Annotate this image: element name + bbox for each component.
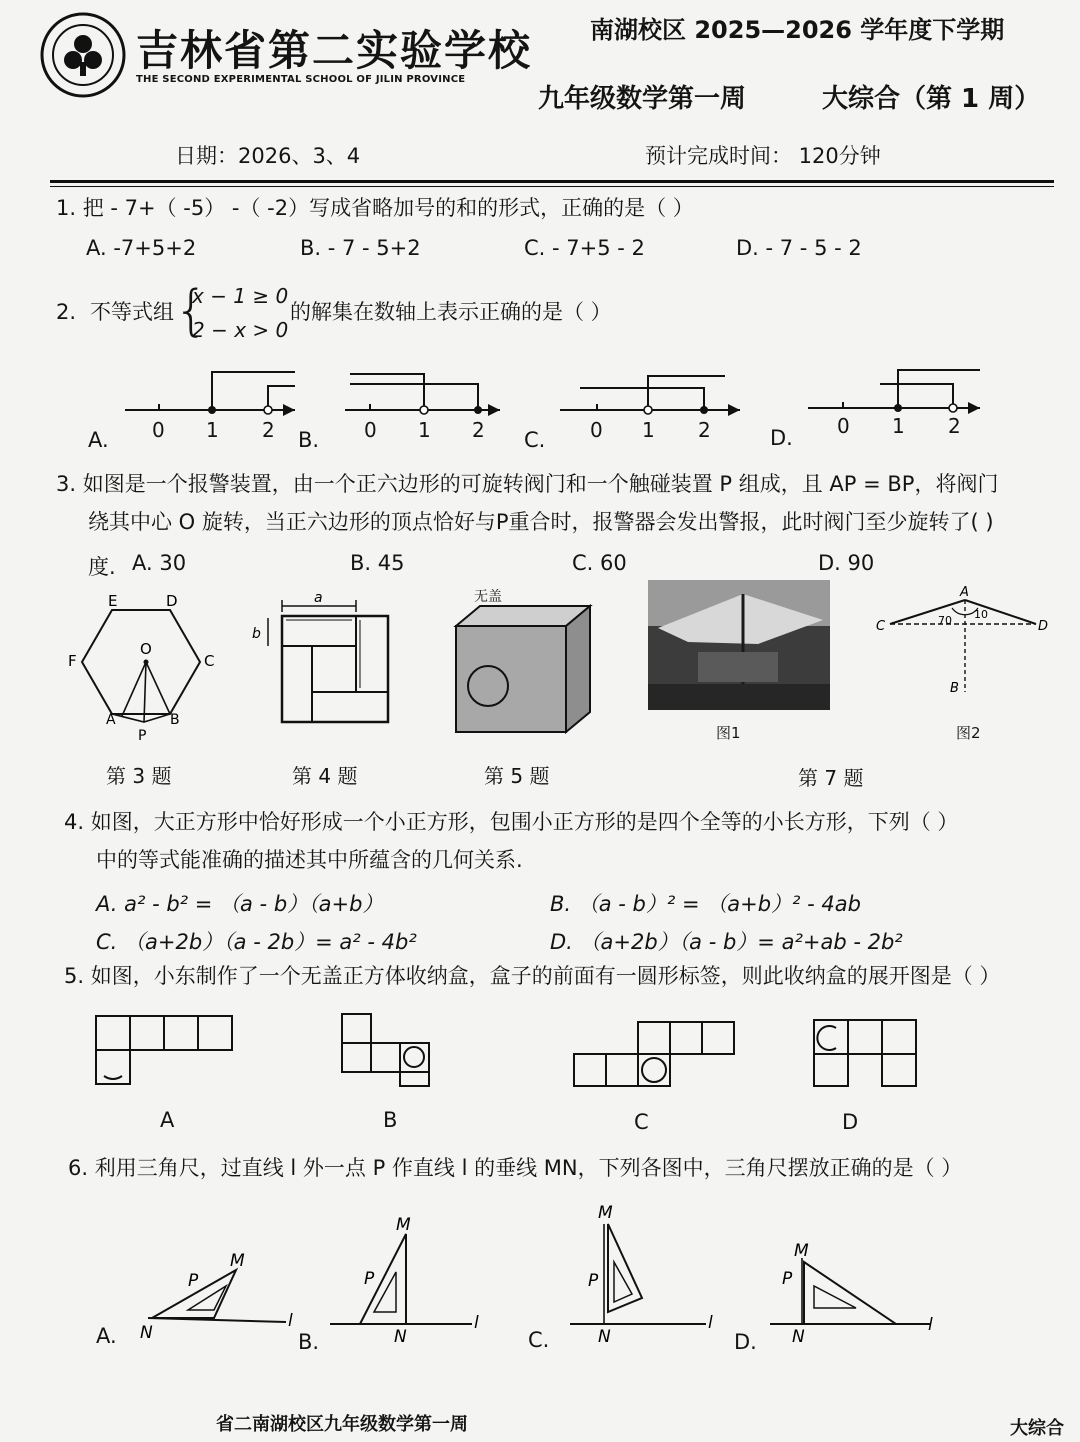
q3-option-b[interactable]: B. 45 xyxy=(350,551,405,575)
q1-option-d[interactable]: D. - 7 - 5 - 2 xyxy=(736,236,862,260)
q5-net-d[interactable] xyxy=(814,1020,916,1086)
q2-option-c-letter[interactable]: C. xyxy=(524,428,546,452)
q6-figure-a[interactable] xyxy=(140,1251,293,1343)
q3-line-1: 3. 如图是一个报警装置，由一个正六边形的可旋转阀门和一个触碰装置 P 组成，且 AP = BP，将阀门 xyxy=(56,472,999,496)
fig7-label-c: C xyxy=(876,619,886,634)
hex-label-e: E xyxy=(108,592,118,610)
q2-option-b-line[interactable] xyxy=(345,374,500,414)
q4-option-d[interactable]: D. （a+2b）（a - b）= a²+ab - 2b² xyxy=(550,930,903,954)
q5-option-c[interactable]: C xyxy=(634,1110,649,1134)
q2-c-tick-1: 1 xyxy=(642,418,655,442)
q5-option-d[interactable]: D xyxy=(842,1110,859,1134)
q2-option-c-line[interactable] xyxy=(560,376,740,414)
q6-option-b-letter[interactable]: B. xyxy=(298,1330,320,1354)
fig7-angle-10: 10 xyxy=(974,608,988,621)
fig7-caption: 第 7 题 xyxy=(798,766,864,790)
q2-b-tick-0: 0 xyxy=(364,418,377,442)
school-name-english: THE SECOND EXPERIMENTAL SCHOOL OF JILIN PROVINCE xyxy=(136,74,466,85)
q2-number: 2. xyxy=(56,300,77,324)
hex-label-o: O xyxy=(140,640,152,658)
q6b-label-m: M xyxy=(396,1215,411,1235)
q5-option-a[interactable]: A xyxy=(160,1108,175,1132)
q3-option-a[interactable]: A. 30 xyxy=(132,551,187,575)
q6c-label-m: M xyxy=(598,1203,613,1223)
q2-b-tick-2: 2 xyxy=(472,418,485,442)
q6-stem: 6. 利用三角尺，过直线 l 外一点 P 作直线 l 的垂线 MN，下列各图中，三角尺摆放正确的是（ ） xyxy=(68,1156,963,1180)
hex-label-b: B xyxy=(170,712,180,728)
q2-post: 的解集在数轴上表示正确的是（ ） xyxy=(290,300,612,324)
q2-option-a-line[interactable] xyxy=(125,372,295,414)
q5-net-b[interactable] xyxy=(342,1014,429,1086)
q2-option-d-letter[interactable]: D. xyxy=(770,426,793,450)
q2-a-tick-2: 2 xyxy=(262,418,275,442)
fig4-label-a: a xyxy=(314,590,323,606)
footer-right: 大综合 xyxy=(1010,1418,1064,1439)
hex-label-p: P xyxy=(138,728,147,744)
school-seal xyxy=(40,12,126,98)
fig4-squares xyxy=(250,588,400,728)
q6d-label-n: N xyxy=(792,1327,805,1347)
fig7-label-d: D xyxy=(1038,619,1049,634)
q2-brace: { xyxy=(174,279,209,342)
q4-line-2: 中的等式能准确的描述其中所蕴含的几何关系. xyxy=(96,848,523,872)
fig5-caption: 第 5 题 xyxy=(484,764,550,788)
q6c-label-l: l xyxy=(708,1313,713,1333)
q5-option-b[interactable]: B xyxy=(383,1108,398,1132)
fig4-caption: 第 4 题 xyxy=(292,764,358,788)
q6b-label-n: N xyxy=(394,1327,407,1347)
fig5-box xyxy=(450,602,600,742)
q2-option-a-letter[interactable]: A. xyxy=(88,428,109,452)
q3-line-3-prefix: 度. xyxy=(88,555,116,579)
q6c-label-n: N xyxy=(598,1327,611,1347)
q6b-label-p: P xyxy=(364,1269,375,1289)
header-rule-thin xyxy=(50,186,1054,187)
q1-stem: 1. 把 - 7+（ -5） -（ -2）写成省略加号的和的形式，正确的是（ ） xyxy=(56,196,694,220)
subject-title: 九年级数学第一周 xyxy=(538,84,747,114)
q2-d-tick-0: 0 xyxy=(837,414,850,438)
fig7-label-a: A xyxy=(960,585,969,600)
q5-nets xyxy=(90,1010,930,1094)
seal-graphic xyxy=(40,12,126,98)
q6-option-c-letter[interactable]: C. xyxy=(528,1328,550,1352)
q2-inequality-2: 2 − x > 0 xyxy=(192,318,289,342)
q6a-label-n: N xyxy=(140,1323,153,1343)
footer-left: 省二南湖校区九年级数学第一周 xyxy=(216,1414,468,1435)
q1-option-c[interactable]: C. - 7+5 - 2 xyxy=(524,236,645,260)
q2-option-b-letter[interactable]: B. xyxy=(298,428,320,452)
q5-stem: 5. 如图，小东制作了一个无盖正方体收纳盒，盒子的前面有一圆形标签，则此收纳盒的展开图是（ ） xyxy=(64,964,1001,988)
q6-option-a-letter[interactable]: A. xyxy=(96,1324,117,1348)
q2-option-d-line[interactable] xyxy=(808,370,980,412)
fig3-caption: 第 3 题 xyxy=(106,764,172,788)
q5-net-c[interactable] xyxy=(574,1022,734,1086)
hex-label-d: D xyxy=(166,592,178,610)
fig5-no-lid-label: 无盖 xyxy=(474,589,502,605)
school-name: 吉林省第二实验学校 xyxy=(136,26,533,75)
q1-option-b[interactable]: B. - 7 - 5+2 xyxy=(300,236,421,260)
q6c-label-p: P xyxy=(588,1271,599,1291)
q2-c-tick-2: 2 xyxy=(698,418,711,442)
fig4-label-b: b xyxy=(252,626,261,642)
q2-c-tick-0: 0 xyxy=(590,418,603,442)
fig7-caption-1: 图1 xyxy=(716,724,741,742)
fig7-label-b: B xyxy=(950,681,959,696)
q5-net-a[interactable] xyxy=(96,1016,232,1084)
q6-option-d-letter[interactable]: D. xyxy=(734,1330,757,1354)
q6-figure-d[interactable] xyxy=(770,1241,933,1347)
q2-b-tick-1: 1 xyxy=(418,418,431,442)
hex-label-f: F xyxy=(68,652,77,670)
fig3-hexagon xyxy=(60,588,230,748)
q6a-label-l: l xyxy=(288,1311,293,1331)
fig7-photo xyxy=(648,580,830,710)
q6a-label-p: P xyxy=(188,1271,199,1291)
header-rule-thick xyxy=(50,180,1054,183)
term-title: 南湖校区 2025—2026 学年度下学期 xyxy=(590,16,1005,44)
q3-line-2: 绕其中心 O 旋转，当正六边形的顶点恰好与P重合时，报警器会发出警报，此时阀门至少旋转了( ) xyxy=(88,510,994,534)
q4-line-1: 4. 如图，大正方形中恰好形成一个小正方形，包围小正方形的是四个全等的小长方形，下列（ ） xyxy=(64,810,959,834)
fig7-caption-2: 图2 xyxy=(956,724,981,742)
q2-d-tick-1: 1 xyxy=(892,414,905,438)
q2-inequality-1: x − 1 ≥ 0 xyxy=(192,284,289,308)
q6a-label-m: M xyxy=(230,1251,245,1271)
q4-option-c[interactable]: C. （a+2b）（a - 2b）= a² - 4b² xyxy=(96,930,417,954)
q2-a-tick-1: 1 xyxy=(206,418,219,442)
q6-figure-c[interactable] xyxy=(570,1203,713,1347)
hex-label-a: A xyxy=(106,712,116,728)
q1-option-a[interactable]: A. -7+5+2 xyxy=(86,236,197,260)
q2-d-tick-2: 2 xyxy=(948,414,961,438)
q6-figure-b[interactable] xyxy=(330,1215,479,1347)
q2-pre: 不等式组 xyxy=(90,300,174,324)
q4-option-b[interactable]: B. （a - b）² = （a+b）² - 4ab xyxy=(550,892,861,916)
q6d-label-p: P xyxy=(782,1269,793,1289)
fig7-diagram xyxy=(870,584,1050,704)
exam-date: 日期：2026、3、4 xyxy=(175,144,361,168)
q3-option-d[interactable]: D. 90 xyxy=(818,551,875,575)
q6b-label-l: l xyxy=(474,1313,479,1333)
q4-option-a[interactable]: A. a² - b² = （a - b）（a+b） xyxy=(96,892,384,916)
fig7-angle-70: 70 xyxy=(938,614,952,627)
q6d-label-l: l xyxy=(928,1315,933,1335)
exam-title: 大综合（第 1 周） xyxy=(822,84,1041,114)
q3-option-c[interactable]: C. 60 xyxy=(572,551,627,575)
q6-triangles xyxy=(90,1200,960,1350)
q2-a-tick-0: 0 xyxy=(152,418,165,442)
q6d-label-m: M xyxy=(794,1241,809,1261)
exam-duration: 预计完成时间： 120分钟 xyxy=(645,144,881,168)
hex-label-c: C xyxy=(204,652,215,670)
